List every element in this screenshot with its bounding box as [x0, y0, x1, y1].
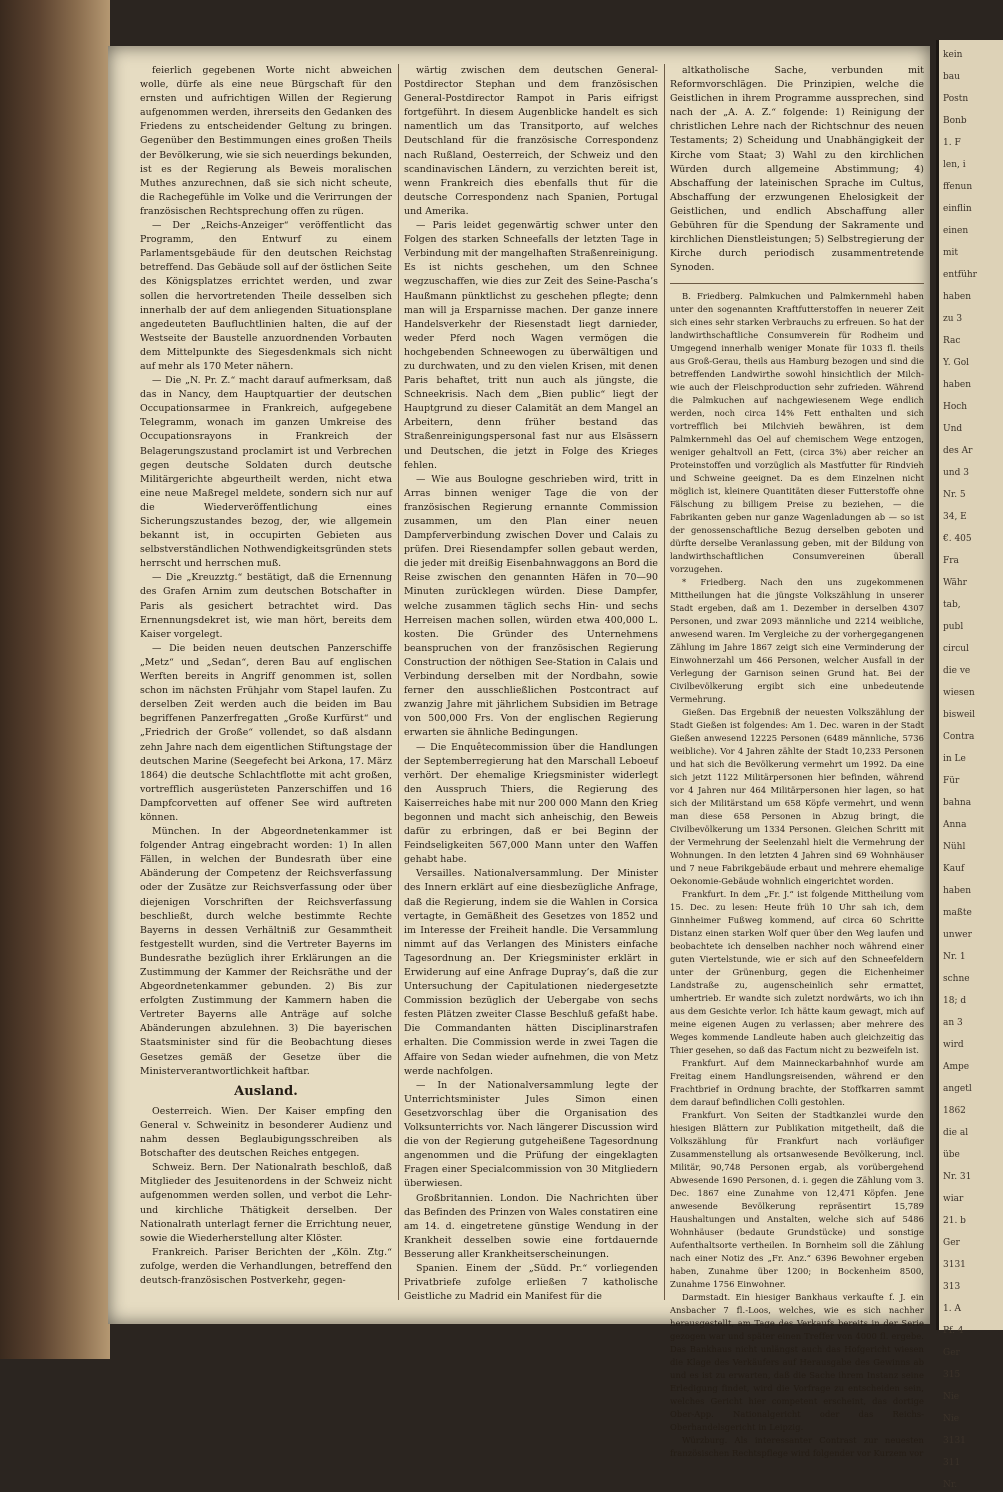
adjacent-page-snippet: und 3: [943, 468, 969, 478]
adjacent-page-snippet: Nühl: [943, 842, 966, 852]
section-separator: [670, 283, 924, 284]
adjacent-page-snippet: Nr. 1: [943, 952, 966, 962]
adjacent-page-snippet: bahna: [943, 798, 972, 808]
column-3: [670, 64, 924, 1459]
adjacent-page-snippet: kein: [943, 50, 963, 60]
article-paragraph: wärtig zwischen dem deutschen General-Postdirector Stephan und dem französischen General-Postdirector Rampot in Paris eifrigst fortgeführt. In diesem Augenblicke handelt es sich namentlich um das Transitporto, auf welches Deutschland für die französische Correspondenz nach Rußland, Oesterreich, der Schweiz und den scandinavischen Ländern, zu verzichten bereit ist, wenn Frankreich dies ebenfalls thut für die deutsche Correspondenz nach Spanien, Portugal und Amerika.: [404, 65, 658, 217]
adjacent-page-snippet: Nr. 31: [943, 1172, 972, 1182]
adjacent-page-snippet: 3131: [943, 1260, 966, 1270]
adjacent-page-snippet: Für: [943, 776, 960, 786]
column-divider-1: [398, 64, 399, 1300]
adjacent-page-snippet: Bonb: [943, 116, 967, 126]
local-news-paragraph: Frankfurt. In dem „Fr. J.“ ist folgende Mittheilung vom 15. Dec. zu lesen: Heute früh 10 Uhr sah ich, dem Ginnheimer Fußweg kommend, auf circa 60 Schritte Distanz einen starken Wolf quer über den Weg laufen und beobachtete ich denselben nachher noch während einer guten Viertelstunde, wie er sich auf den Schneefeldern unter der Grünenburg, gegen die Eichenheimer Landstraße zu, augenscheinlich sehr ermattet, umhertrieb. Er wandte sich zuletzt nordwärts, wo ich ihn aus dem Gesichte verlor. Ich hätte kaum gewagt, mich auf meine eigenen Augen zu verlassen; aber mehrere des Weges kommende Landleute haben auch gleichzeitig das Thier gesehen, so daß das Factum nicht zu bezweifeln ist.: [670, 889, 924, 1056]
column-1: [140, 64, 392, 1300]
adjacent-page-snippet: len, i: [943, 160, 966, 170]
adjacent-page-snippet: Ampe: [943, 1062, 970, 1072]
local-news-paragraph: B. Friedberg. Palmkuchen und Palmkernmehl haben unter den sogenannten Kraftfutterstoffen in neuerer Zeit sich eines sehr starken Verbrauchs zu erfreuen. So hat der landwirthschaftliche Consumverein für Rodheim und Umgegend innerhalb weniger Monate für 1033 fl. theils aus Groß-Gerau, theils aus Hamburg bezogen und sind die betreffenden Landwirthe sowohl hinsichtlich der Milch- wie auch der Fleischproduction sehr zufrieden. Während die Palmkuchen auf nachgewiesenem Wege endlich werden, noch circa 14% Fett enthalten und sich vortrefflich bei Milchvieh bewähren, ist dem Palmkernmehl das Oel auf chemischem Wege entzogen, weniger gehaltvoll an Fett, (circa 3%) aber reicher an Proteinstoffen und vorzüglich als Mastfutter für Rindvieh und Schweine geeignet. Da es dem Einzelnen nicht möglich ist, kleinere Quantitäten dieser Futterstoffe ohne Fälschung zu billigem Preise zu beziehen, — die Fabrikanten geben nur ganze Wagenladungen ab — so ist der genossenschaftliche Bezug derselben geboten und dürfte derselbe Veranlassung geben, mit der Bildung von landwirthschaftlichen Consumvereinen überall vorzugehen.: [670, 291, 924, 575]
adjacent-page-snippet: Rac: [943, 336, 961, 346]
local-news-paragraph: Gießen. Das Ergebniß der neuesten Volkszählung der Stadt Gießen ist folgendes: Am 1. Dec. waren in der Stadt Gießen anwesend 12225 Personen (6489 männliche, 5736 weibliche). Vor 4 Jahren zählte der Stadt 10,233 Personen und hat sich die Bevölkerung vermehrt um 1992. Da eine sich jetzt 1122 Militärpersonen hier befinden, während vor 4 Jahren nur 464 Militärpersonen hier lagen, so hat sich der Militärstand um 658 Köpfe vermehrt, und wenn man diese 658 Personen in Abzug bringt, die Civilbevölkerung um 1334 Personen. Gleichen Schritt mit der Vermehrung der Seelenzahl hielt die Vermehrung der Wohnungen. In den letzten 4 Jahren sind 69 Wohnhäuser und 7 neue Fabrikgebäude erbaut und mehrere ehemalige Oekonomie-Gebäude wohnlich eingerichtet worden.: [670, 707, 924, 887]
adjacent-page-snippet: Postn: [943, 94, 969, 104]
article-paragraph: Großbritannien. London. Die Nachrichten über das Befinden des Prinzen von Wales constatiren eine am 14. d. eingetretene günstige Wendung in der Krankheit desselben sowie eine fortdauernde Besserung aller Krankheitserscheinungen.: [404, 1192, 658, 1260]
adjacent-page-snippet: die ve: [943, 666, 971, 676]
adjacent-page-snippet: unwer: [943, 930, 972, 940]
adjacent-page-snippet: in Le: [943, 754, 966, 764]
local-news-paragraph: Darmstadt. Ein hiesiger Bankhaus verkaufte f. J. ein Ansbacher 7 fl.-Loos, welches, wie es sich nachher herausgestellt, am Tage des Verkaufs bereits in der Serie gezogen war und später einen Treffer von 4000 fl. ergebe. Das Bankhaus nicht unlängst auch das Hofgericht wiesen die Klage des Verkäufers auf Herausgabe des Gewinns ab und es ist zu erwarten, daß die Sache ihrem Instanz seine Erledigung findet, wird die Vorfrage zu entscheiden sein, welches Gericht hier competent erscheint, das dortige Ober-App. Nationalgericht oder das Reichs-Oberhandelsgericht in Leipzig.: [670, 1292, 924, 1433]
adjacent-page-snippet: entführ: [943, 270, 977, 280]
article-paragraph: altkatholische Sache, verbunden mit Reformvorschlägen. Die Prinzipien, welche die Geistlichen in ihrem Programme aussprechen, sind nach der „A. A. Z.“ folgende: 1) Reinigung der christlichen Lehre nach der Richtschnur des neuen Testaments; 2) Scheidung und Unabhängigkeit der Kirche vom Staat; 3) Wahl zu den kirchlichen Würden durch allgemeine Abstimmung; 4) Abschaffung der lateinischen Sprache im Cultus, Abschaffung der erzwungenen Ehelosigkeit der Geistlichen, und endlich Abschaffung aller Gebühren für die Spendung der Sakramente und kirchlichen Dienstleistungen; 5) Selbstregierung der Kirche durch periodisch zusammentretende Synoden.: [670, 65, 924, 274]
adjacent-page-snippet: Nr. 5: [943, 490, 966, 500]
adjacent-page-snippet: Nr.: [943, 1480, 958, 1490]
adjacent-page-snippet: Ger: [943, 1348, 960, 1358]
article-paragraph: Schweiz. Bern. Der Nationalrath beschloß, daß Mitglieder des Jesuitenordens in der Schweiz nicht aufgenommen werden sollen, und verbot die Lehr- und kirchliche Thätigkeit derselben. Der Nationalrath unterlagt ferner die Errichtung neuer, sowie die Wiederherstellung alter Klöster.: [140, 1162, 392, 1244]
local-news-paragraph: Würzburg. Als interessanter Contrast zur neuesten französischen Rechtspflege wird folgender vor Kurzem vor: [670, 1435, 924, 1459]
adjacent-page-edge: [936, 40, 1003, 1490]
adjacent-page-snippet: Contra: [943, 732, 975, 742]
adjacent-page-snippet: bau: [943, 72, 960, 82]
article-paragraph: — Die „Kreuzztg.“ bestätigt, daß die Ernennung des Grafen Arnim zum deutschen Botschafter in Paris als gesichert betrachtet wird. Das Ernennungsdekret ist, wie man hört, bereits dem Kaiser vorgelegt.: [140, 572, 392, 640]
adjacent-page-snippet: die al: [943, 1128, 969, 1138]
adjacent-page-snippet: 1862: [943, 1106, 966, 1116]
adjacent-page-snippet: 1. A: [943, 1304, 961, 1314]
section-heading-ausland: Ausland.: [234, 1083, 298, 1099]
adjacent-page-snippet: 34, E: [943, 512, 967, 522]
adjacent-page-snippet: haben: [943, 886, 972, 896]
adjacent-page-snippet: Hoch: [943, 402, 968, 412]
article-paragraph: — Paris leidet gegenwärtig schwer unter den Folgen des starken Schneefalls der letzten Tage in Verbindung mit der mangelhaften Straßenreinigung. Es ist nichts geschehen, um den Schnee wegzuschaffen, wie dies zur Zeit des Seine-Pascha’s Haußmann pünktlichst zu geschehen pflegte; denn man will ja Ersparnisse machen. Der ganze innere Handelsverkehr der Riesenstadt liegt darnieder, weder Pferd noch Wagen vermögen die hochgebenden Schneewogen zu überwältigen und zu durchwaten, und zu den vielen Krisen, mit denen Paris behaftet, tritt nun auch als jüngste, die Schneekrisis. Nach dem „Bien public“ liegt der Hauptgrund zu dieser Calamität an dem Mangel an Arbeitern, denn früher bestand das Straßenreinigungspersonal fast nur aus Elsässern und Deutschen, die jetzt in Folge des Krieges fehlen.: [404, 220, 658, 471]
adjacent-page-snippet: 313: [943, 1282, 961, 1292]
local-news-paragraph: Frankfurt. Auf dem Mainneckarbahnhof wurde am Freitag einem Handlungsreisenden, während er den Frachtbrief in Ordnung brachte, der Stoffkarren sammt dem darauf befindlichen Colli gestohlen.: [670, 1058, 924, 1108]
article-paragraph: — Die beiden neuen deutschen Panzerschiffe „Metz“ und „Sedan“, deren Bau auf englischen Werften bereits in Angriff genommen ist, sollen schon im nächsten Frühjahr vom Stapel laufen. Zu derselben Zeit werden auch die beiden im Bau begriffenen Panzerfregatten „Große Kurfürst“ und „Friedrich der Große“ vollendet, so daß alsdann zehn Jahre nach dem eigentlichen Stiftungstage der deutschen Marine (Seegefecht bei Arkona, 17. März 1864) die deutsche Schlachtflotte mit acht großen, vortrefflich ausgerüsteten Panzerschiffen und 16 Dampfcorvetten auf offener See wird auftreten können.: [140, 642, 392, 823]
adjacent-page-snippet: wiar: [943, 1194, 964, 1204]
adjacent-page-snippet: Pf. 4: [943, 1326, 964, 1336]
adjacent-page-snippet: Und: [943, 424, 963, 434]
adjacent-page-snippet: Anna: [943, 820, 967, 830]
adjacent-page-snippet: einflin: [943, 204, 972, 214]
adjacent-page-snippet: Nie: [943, 1392, 960, 1402]
adjacent-page-snippet: bisweil: [943, 710, 976, 720]
adjacent-page-snippet: wird: [943, 1040, 964, 1050]
adjacent-page-snippet: 311: [943, 1458, 961, 1468]
adjacent-page-snippet: 21. b: [943, 1216, 966, 1226]
adjacent-page-snippet: 18; d: [943, 996, 967, 1006]
adjacent-page-snippet: Ger: [943, 1238, 960, 1248]
adjacent-page-snippet: circul: [943, 644, 969, 654]
column-2: [404, 64, 658, 1303]
adjacent-page-snippet: Währ: [943, 578, 967, 588]
article-paragraph: — Die Enquêtecommission über die Handlungen der Septemberregierung hat den Marschall Leboeuf verhört. Der ehemalige Kriegsminister widerlegt den Ausspruch Thiers, die Regierung des Kaiserreiches habe mit nur 200 000 Mann den Krieg begonnen und macht sich anheischig, den Beweis dafür zu erbringen, daß er bei Beginn der Feindseligkeiten 567,000 Mann unter den Waffen gehabt habe.: [404, 741, 658, 866]
article-paragraph: — Wie aus Boulogne geschrieben wird, tritt in Arras binnen weniger Tage die von der französischen Regierung ernannte Commission zusammen, um den Plan einer neuen Dampferverbindung zwischen Dover und Calais zu prüfen. Drei Riesendampfer sollen gebaut werden, die jeder mit dreißig Eisenbahnwaggons an Bord die Reise zwischen den genannten Häfen in 70—90 Minuten zurücklegen würden. Diese Dampfer, welche zusammen täglich sechs Hin- und sechs Herreisen machen sollen, würden etwa 400,000 L. kosten. Die Gründer des Unternehmens beanspruchen von der französischen Regierung Construction der nöthigen See-Station in Calais und Verbindung derselben mit der Nordbahn, sowie ferner den ausschließlichen Postcontract auf zwanzig Jahre mit jährlichem Subsidien im Betrage von 500,000 Frs. Von der englischen Regierung erwarten sie ähnliche Bedingungen.: [404, 473, 658, 739]
adjacent-page-snippet: des Ar: [943, 446, 973, 456]
adjacent-page-snippet: tab,: [943, 600, 961, 610]
adjacent-page-snippet: ffenun: [943, 182, 973, 192]
adjacent-page-snippet: 3131: [943, 1436, 966, 1446]
adjacent-page-snippet: angetl: [943, 1084, 972, 1094]
adjacent-page-snippet: Y. Gol: [943, 358, 969, 368]
article-paragraph: feierlich gegebenen Worte nicht abweichen wolle, dürfe als eine neue Bürgschaft für den ernsten und aufrichtigen Willen der Regierung aufgenommen werden, ihrerseits den Gedanken des Friedens zu entscheidender Geltung zu bringen. Gegenüber den Bestimmungen eines großen Theils der Bevölkerung, wie sie sich neuerdings bekunden, ist es der Regierung als Beweis moralischen Muthes anzurechnen, daß sie sich nicht scheute, die Rachegefühle im Volke und die Verirrungen der französischen Rechtsprechung offen zu rügen.: [140, 65, 392, 217]
adjacent-page-snippet: Nie: [943, 1414, 960, 1424]
adjacent-page-snippet: Kauf: [943, 864, 965, 874]
adjacent-page-snippet: publ: [943, 622, 964, 632]
local-news-paragraph: * Friedberg. Nach den uns zugekommenen Mittheilungen hat die jüngste Volkszählung in unserer Stadt ergeben, daß am 1. Dezember in derselben 4307 Personen, und zwar 2093 männliche und 2214 weibliche, anwesend waren. Im Vergleiche zu der vorhergegangenen Zählung im Jahre 1867 zeigt sich eine Verminderung der Einwohnerzahl um 466 Personen, welcher Ausfall in der Verlegung der Garnison seinen Grund hat. Bei der Civilbevölkerung ergibt sich eine unbedeutende Vermehrung.: [670, 577, 924, 705]
article-paragraph: — Der „Reichs-Anzeiger“ veröffentlicht das Programm, den Entwurf zu einem Parlamentsgebäude für den deutschen Reichstag betreffend. Das Gebäude soll auf der östlichen Seite des Königsplatzes errichtet werden, und zwar sollen die hervortretenden Theile desselben sich innerhalb der auf dem anliegenden Situationsplane angedeuteten Baufluchtlinien halten, die auf der Westseite der Baustelle anzuordnenden Vorbauten dem Mittelpunkte des Siegesdenkmals sich nicht auf mehr als 170 Meter nähern.: [140, 220, 392, 372]
adjacent-page-snippet: €. 405: [943, 534, 972, 544]
column-divider-2: [664, 64, 665, 1300]
article-paragraph: Versailles. Nationalversammlung. Der Minister des Innern erklärt auf eine diesbezügliche Anfrage, daß die Regierung, indem sie die Wahlen in Corsica vertagte, in Gemäßheit des Gesetzes von 1852 und im Interesse der Freiheit handle. Die Versammlung nimmt auf das Verlangen des Ministers einfache Tagesordnung an. Der Kriegsminister erklärt in Erwiderung auf eine Anfrage Dupray’s, daß die zur Untersuchung der Capitulationen niedergesetzte Commission bezüglich der Uebergabe von sechs festen Plätzen zweiter Classe Beschluß gefaßt habe. Die Commandanten hätten Disciplinarstrafen erhalten. Die Commission werde in zwei Tagen die Affaire von Sedan wieder aufnehmen, die von Metz werde nachfolgen.: [404, 868, 658, 1077]
adjacent-page-snippet: einen: [943, 226, 969, 236]
article-paragraph: Spanien. Einem der „Südd. Pr.“ vorliegenden Privatbriefe zufolge erließen 7 katholische Geistliche zu Madrid ein Manifest für die: [404, 1262, 658, 1303]
article-paragraph: — Die „N. Pr. Z.“ macht darauf aufmerksam, daß das in Nancy, dem Hauptquartier der deutschen Occupationsarmee in Frankreich, aufgegebene Telegramm, wonach im ganzen Umkreise des Occupationsrayons in Frankreich der Belagerungszustand proclamirt ist und Verbrechen gegen deutsche Soldaten durch deutsche Militärgerichte abgeurtheilt werden, nicht etwa eine neue Maßregel meldete, sondern sich nur auf die Wiederveröffentlichung eines Sicherungszustandes bezog, der, wie allgemein bekannt ist, in occupirten Gebieten aus selbstverständlichen Nothwendigkeitsgründen stets herrscht und herrschen muß.: [140, 375, 392, 570]
adjacent-page-snippet: 1. F: [943, 138, 961, 148]
article-paragraph: — In der Nationalversammlung legte der Unterrichtsminister Jules Simon einen Gesetzvorschlag über die Organisation des Volksunterrichts vor. Nach längerer Discussion wird die von der Regierung gutgeheißene Tagesordnung angenommen und die Prüfung der eingeklagten Fragen einer Specialcommission von 30 Mitgliedern überwiesen.: [404, 1079, 658, 1190]
adjacent-page-snippet: übe: [943, 1150, 960, 1160]
adjacent-page-snippet: 315: [943, 1370, 961, 1380]
adjacent-page-snippet: Fra: [943, 556, 959, 566]
article-paragraph: Oesterreich. Wien. Der Kaiser empfing den General v. Schweinitz in besonderer Audienz und nahm dessen Beglaubigungsschreiben als Botschafter des deutschen Reiches entgegen.: [140, 1105, 392, 1160]
adjacent-page-snippet: zu 3: [943, 314, 963, 324]
article-paragraph: München. In der Abgeordnetenkammer ist folgender Antrag eingebracht worden: 1) In allen Fällen, in welchen der Bundesrath über eine Abänderung der Competenz der Reichsverfassung oder der Zusätze zur Reichsverfassung oder über diejenigen Vorschriften der Reichsverfassung beschließt, durch welche bestimmte Rechte Bayerns in dessen Verhältniß zur Gesammtheit festgestellt wurden, sind die Vertreter Bayerns im Bundesrathe bezüglich ihrer Erklärungen an die Zustimmung der Kammer der Reichsräthe und der Abgeordnetenkammer gebunden. 2) Bis zur erfolgten Zustimmung der Kammern haben die Vertreter Bayerns alle Anträge auf solche Abänderungen abzulehnen. 3) Die bayerischen Staatsminister sind für die Beobachtung dieses Gesetzes gemäß der Gesetze über die Ministerverantwortlichkeit haftbar.: [140, 826, 392, 1077]
adjacent-page-snippet: maßte: [943, 908, 972, 918]
adjacent-page-snippet: schne: [943, 974, 970, 984]
local-news-paragraph: Frankfurt. Von Seiten der Stadtkanzlei wurde den hiesigen Blättern zur Publikation mitgetheilt, daß die Volkszählung für Frankfurt nach vorläufiger Zusammenstellung als ortsanwesende Bevölkerung, incl. Militär, 90,748 Personen ergab, als vorübergehend Abwesende 1690 Personen, d. i. gegen die Zählung vom 3. Dec. 1867 eine Zunahme von 12,471 Köpfen. Jene anwesende Bevölkerung repräsentirt 15,789 Haushaltungen und Anstalten, welche sich auf 5486 Wohnhäuser (bedaute Grundstücke) und sonstige Aufenthaltsorte vertheilen. In Bornheim soll die Zählung nach einer Notiz des „Fr. Anz.“ 6396 Bewohner ergeben haben, Zunahme über 1200; in Bockenheim 8500, Zunahme 1756 Einwohner.: [670, 1110, 924, 1290]
adjacent-page-snippet: haben: [943, 380, 972, 390]
adjacent-page-snippet: an 3: [943, 1018, 963, 1028]
adjacent-page-snippet: haben: [943, 292, 972, 302]
adjacent-page-snippet: mit: [943, 248, 959, 258]
article-paragraph: Frankreich. Pariser Berichten der „Köln. Ztg.“ zufolge, werden die Verhandlungen, betreffend den deutsch-französischen Postverkehr, gegen-: [140, 1246, 392, 1286]
adjacent-page-snippet: wiesen: [943, 688, 975, 698]
book-binding-edge: [0, 0, 110, 1359]
